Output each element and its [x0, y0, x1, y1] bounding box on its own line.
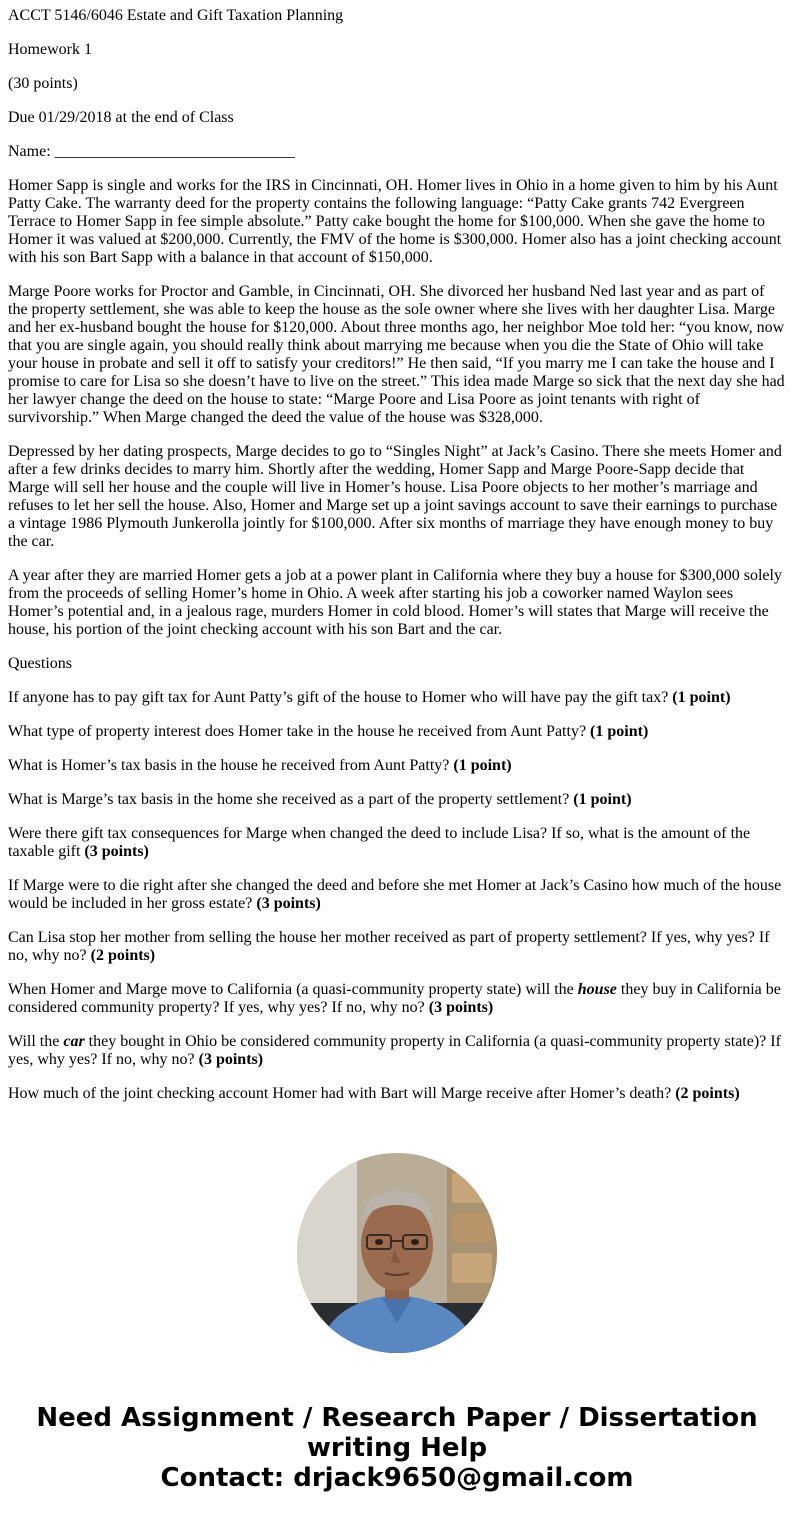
- question-item: If Marge were to die right after she changed the deed and before she met Homer at Jack’s Casino how much of the house would be included in her gross estate? (3 points): [8, 877, 782, 912]
- question-points: (3 points): [428, 999, 494, 1016]
- promo-line: Need Assignment / Research Paper / Dissertation: [36, 1403, 758, 1433]
- points-total: (30 points): [8, 75, 78, 92]
- scenario-paragraph: A year after they are married Homer gets a job at a power plant in California where they buy a house for $300,000 solely from the proceeds of selling Homer’s home in Ohio. A week after starting his job a coworker named Waylon sees Homer’s potential and, in a jealous rage, murders Homer in cold blood. Homer’s will states that Marge will receive the house, his portion of the joint checking account with his son Bart and the car.: [8, 567, 782, 638]
- scenario-paragraph: Marge Poore works for Proctor and Gamble, in Cincinnati, OH. She divorced her husband Ned last year and as part of the property settlement, she was able to keep the house as the sole owner where she lives with her daughter Lisa. Marge and her ex-husband bought the house for $120,000. About three months ago, her neighbor Moe told her: “you know, now that you are single again, you should really think about marrying me because when you die the State of Ohio will take your house in probate and sell it off to satisfy your creditors!” He then said, “If you marry me I can take the house and I promise to care for Lisa so she doesn’t have to live on the street.” This idea made Marge so sick that the next day she had her lawyer change the deed on the house to state: “Marge Poore and Lisa Poore as joint tenants with right of survivorship.” When Marge changed the deed the value of the house was $328,000.: [8, 283, 785, 426]
- question-item: What is Marge’s tax basis in the home she received as a part of the property settlement? (1 point): [8, 791, 632, 808]
- emphasis-house: house: [577, 981, 617, 998]
- question-points: (1 point): [672, 689, 731, 706]
- name-line: Name: ______________________________: [8, 143, 295, 160]
- question-item: When Homer and Marge move to California (a quasi-community property state) will the house they buy in California be considered community property? If yes, why yes? If no, why no? (3 points): [8, 981, 781, 1016]
- course-title: ACCT 5146/6046 Estate and Gift Taxation Planning: [8, 7, 344, 24]
- emphasis-car: car: [63, 1033, 85, 1050]
- question-item: What type of property interest does Homer take in the house he received from Aunt Patty? (1 point): [8, 723, 649, 740]
- question-points: (3 points): [198, 1051, 264, 1068]
- question-item: How much of the joint checking account Homer had with Bart will Marge receive after Homer’s death? (2 points): [8, 1085, 740, 1102]
- question-item: What is Homer’s tax basis in the house he received from Aunt Patty? (1 point): [8, 757, 512, 774]
- scenario-paragraph: Homer Sapp is single and works for the IRS in Cincinnati, OH. Homer lives in Ohio in a home given to him by his Aunt Patty Cake. The warranty deed for the property contains the following language: “Patty Cake grants 742 Evergreen Terrace to Homer Sapp in fee simple absolute.” Patty cake bought the home for $100,000. When she gave the home to Homer it was valued at $200,000. Currently, the FMV of the home is $300,000. Homer also has a joint checking account with his son Bart Sapp with a balance in that account of $150,000.: [8, 177, 782, 266]
- questions-heading: Questions: [8, 655, 72, 672]
- question-item: Will the car they bought in Ohio be considered community property in California (a quasi-community property state)? If yes, why yes? If no, why no? (3 points): [8, 1033, 781, 1068]
- question-item: If anyone has to pay gift tax for Aunt Patty’s gift of the house to Homer who will have pay the gift tax? (1 point): [8, 689, 731, 706]
- document-body: [8, 0, 786, 1124]
- question-item: Can Lisa stop her mother from selling the house her mother received as part of property settlement? If yes, why yes? If no, why no? (2 points): [8, 929, 770, 964]
- avatar: [297, 1153, 497, 1353]
- question-points: (2 points): [90, 947, 156, 964]
- due-date: Due 01/29/2018 at the end of Class: [8, 109, 234, 126]
- promo-contact: Contact: drjack9650@gmail.com: [160, 1463, 634, 1493]
- scenario-paragraph: Depressed by her dating prospects, Marge decides to go to “Singles Night” at Jack’s Casino. There she meets Homer and after a few drinks decides to marry him. Shortly after the wedding, Homer Sapp and Marge Poore-Sapp decide that Marge will sell her house and the couple will live in Homer’s house. Lisa Poore objects to her mother’s marriage and refuses to let her sell the house. Also, Homer and Marge set up a joint savings account to save their earnings to purchase a vintage 1986 Plymouth Junkerolla jointly for $100,000. After six months of marriage they have enough money to buy the car.: [8, 443, 782, 550]
- promo-banner: [0, 1403, 794, 1493]
- question-points: (1 point): [590, 723, 649, 740]
- question-item: Were there gift tax consequences for Marge when changed the deed to include Lisa? If so, what is the amount of the taxable gift (3 points): [8, 825, 751, 860]
- promo-line: writing Help: [306, 1433, 488, 1463]
- homework-title: Homework 1: [8, 41, 92, 58]
- question-points: (1 point): [453, 757, 512, 774]
- question-points: (2 points): [675, 1085, 740, 1102]
- question-points: (3 points): [84, 843, 149, 860]
- question-points: (1 point): [573, 791, 632, 808]
- question-points: (3 points): [256, 895, 321, 912]
- person-photo: [297, 1153, 497, 1353]
